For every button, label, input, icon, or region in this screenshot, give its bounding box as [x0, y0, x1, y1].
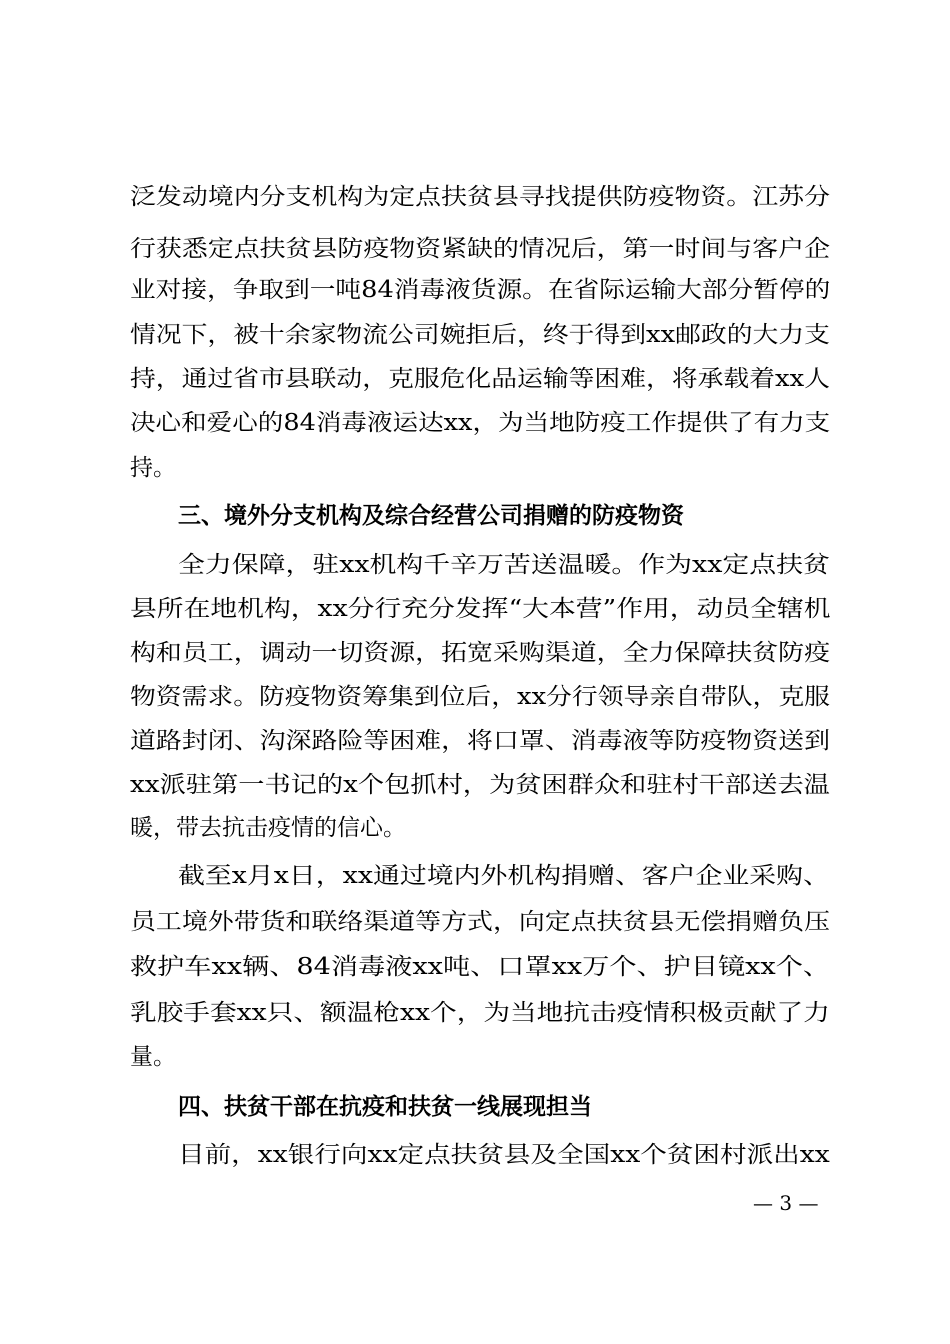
body-line — [0, 1037, 950, 1077]
body-line-text: 道路封闭、沟深路险等困难，将口罩、消毒液等防疫物资送到 — [130, 728, 830, 754]
body-line — [0, 589, 950, 629]
body-line-text: 量。 — [130, 1044, 176, 1070]
body-line-text: 截至x月x日，xx通过境内外机构捐赠、客户企业采购、 — [178, 863, 830, 889]
body-line — [0, 315, 950, 355]
body-line-text: 业对接，争取到一吨84消毒液货源。在省际运输大部分暂停的 — [130, 277, 831, 303]
body-line — [0, 270, 950, 310]
body-line-text: 物资需求。防疫物资筹集到位后，xx分行领导亲自带队，克服 — [130, 684, 830, 710]
body-line-text: 持，通过省市县联动，克服危化品运输等困难，将承载着xx人 — [130, 366, 830, 392]
body-line-text: 决心和爱心的84消毒液运达xx，为当地防疫工作提供了有力支 — [130, 410, 831, 436]
body-line — [0, 856, 950, 896]
body-line — [0, 808, 950, 848]
body-line — [0, 765, 950, 805]
body-line-text: 持。 — [130, 455, 176, 481]
section-heading-text: 三、境外分支机构及综合经营公司捐赠的防疫物资 — [178, 503, 684, 529]
body-line-text: 行获悉定点扶贫县防疫物资紧缺的情况后，第一时间与客户企 — [130, 236, 830, 262]
body-line — [0, 902, 950, 942]
body-line — [0, 1135, 950, 1175]
body-line — [0, 177, 950, 217]
body-line-text: 员工境外带货和联络渠道等方式，向定点扶贫县无偿捐赠负压 — [130, 909, 830, 935]
body-line — [0, 403, 950, 443]
body-line — [0, 359, 950, 399]
body-line-text: 构和员工，调动一切资源，拓宽采购渠道，全力保障扶贫防疫 — [130, 640, 830, 666]
body-line — [0, 545, 950, 585]
body-line — [0, 229, 950, 269]
section-heading-text: 四、扶贫干部在抗疫和扶贫一线展现担当 — [178, 1094, 592, 1120]
body-line — [0, 993, 950, 1033]
body-line-text: xx派驻第一书记的x个包抓村，为贫困群众和驻村干部送去温 — [130, 772, 830, 798]
body-line-text: 目前，xx银行向xx定点扶贫县及全国xx个贫困村派出xx — [178, 1142, 830, 1168]
page-number: — 3 — — [753, 1191, 819, 1215]
body-line-text: 暖，带去抗击疫情的信心。 — [130, 815, 406, 841]
body-line-text: 全力保障，驻xx机构千辛万苦送温暖。作为xx定点扶贫 — [178, 552, 830, 578]
body-line — [0, 947, 950, 987]
body-line — [0, 633, 950, 673]
body-line — [0, 677, 950, 717]
body-line-text: 泛发动境内分支机构为定点扶贫县寻找提供防疫物资。江苏分 — [130, 184, 830, 210]
body-line-text: 情况下，被十余家物流公司婉拒后，终于得到xx邮政的大力支 — [130, 322, 830, 348]
body-line — [0, 721, 950, 761]
body-line-text: 县所在地机构，xx分行充分发挥“大本营”作用，动员全辖机 — [130, 596, 831, 622]
section-heading-3 — [0, 496, 950, 536]
section-heading-4 — [0, 1087, 950, 1127]
body-line — [0, 448, 950, 488]
body-line-text: 乳胶手套xx只、额温枪xx个，为当地抗击疫情积极贡献了力 — [130, 1000, 830, 1026]
body-line-text: 救护车xx辆、84消毒液xx吨、口罩xx万个、护目镜xx个、 — [130, 954, 831, 980]
